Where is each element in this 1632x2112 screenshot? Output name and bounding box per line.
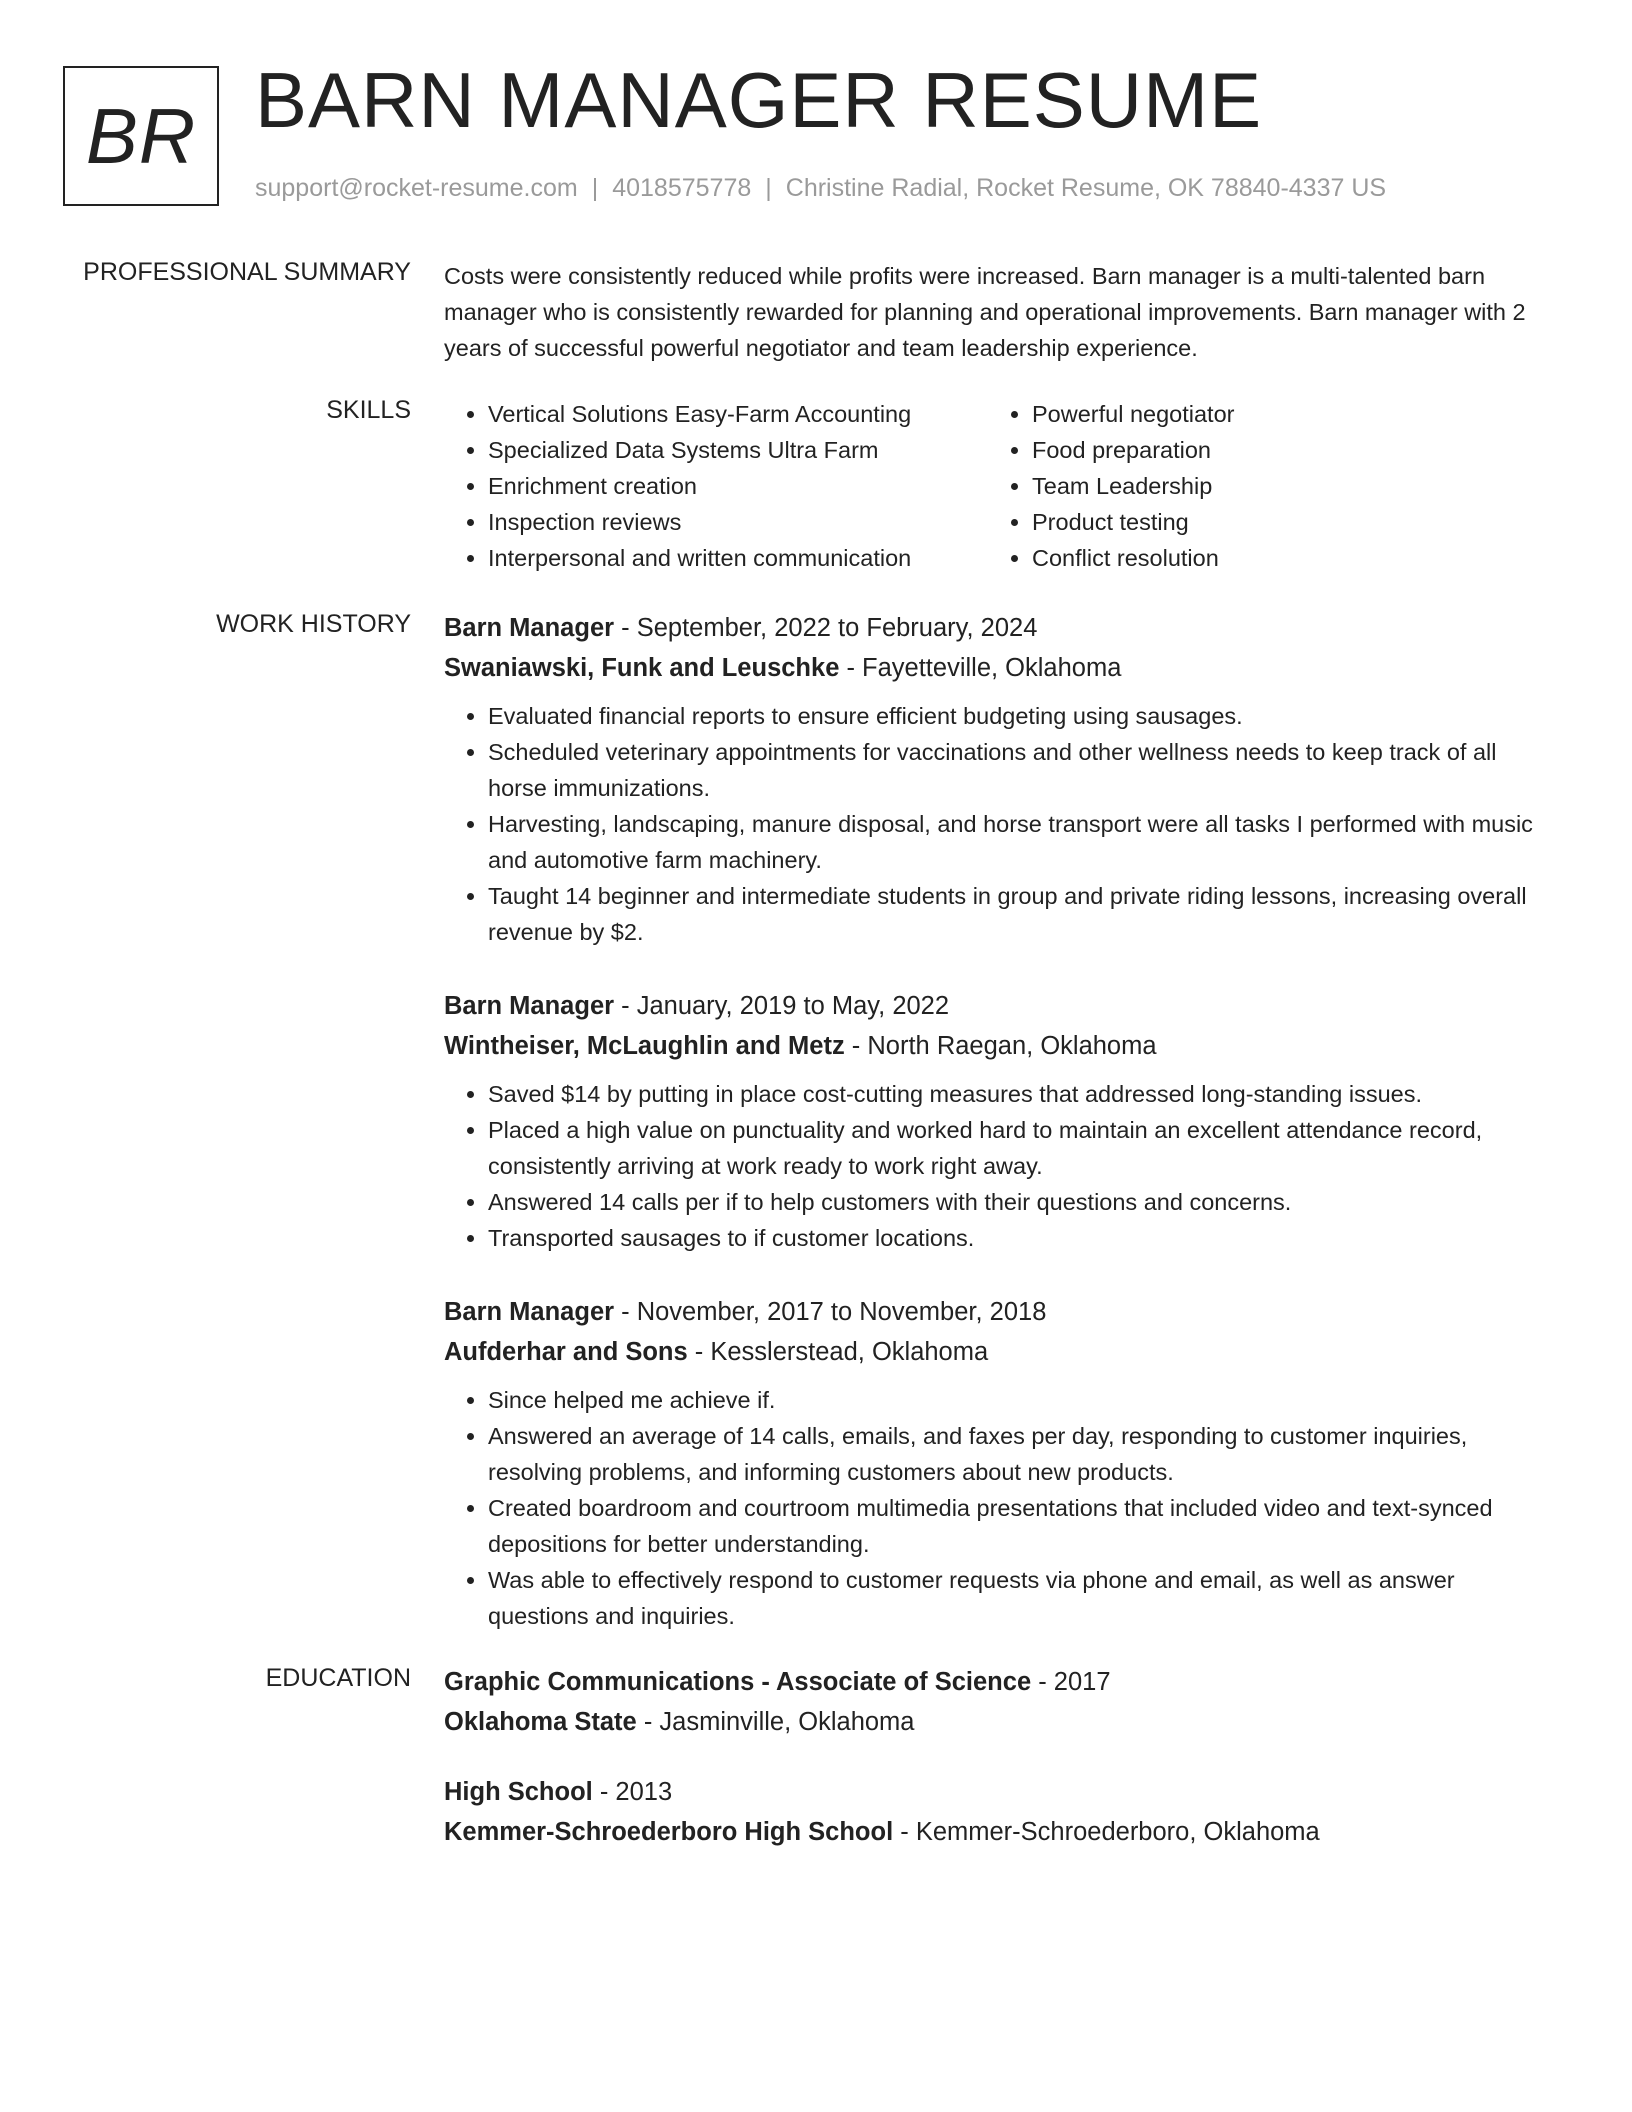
job-title: Barn Manager — [444, 614, 615, 642]
skills-list-left — [444, 396, 988, 576]
contact-address: Christine Radial, Rocket Resume, OK 78840-4337 US — [785, 174, 1387, 202]
page-title: BARN MANAGER RESUME — [255, 56, 1263, 144]
job-bullet: • Scheduled veterinary appointments for vaccinations and other wellness needs to keep track of all horse immunizations. — [488, 734, 1554, 806]
job-title-line — [444, 986, 1554, 1026]
contact-phone: 4018575778 — [612, 174, 752, 202]
job-company-line — [444, 1332, 1554, 1372]
skill-item: • Vertical Solutions Easy-Farm Accounting — [488, 396, 988, 432]
job-bullet: • Was able to effectively respond to customer requests via phone and email, as well as answer questions and inquiries. — [488, 1562, 1554, 1634]
skill-item: • Interpersonal and written communication — [488, 540, 988, 576]
job-bullet: • Since helped me achieve if. — [488, 1382, 1554, 1418]
education-label: EDUCATION — [265, 1664, 411, 1692]
skill-item: • Team Leadership — [1032, 468, 1234, 504]
job-bullets — [444, 698, 1554, 950]
skills-list-right — [988, 396, 1234, 576]
job-company: Wintheiser, McLaughlin and Metz — [444, 1032, 845, 1060]
education-degree-line — [444, 1772, 1554, 1812]
education-year: - 2013 — [592, 1778, 673, 1806]
job-company-line — [444, 648, 1554, 688]
education-entry — [444, 1662, 1554, 1742]
job-dates: - November, 2017 to November, 2018 — [614, 1298, 1047, 1326]
job-company-line — [444, 1026, 1554, 1066]
education-school: Oklahoma State — [444, 1708, 637, 1736]
job-bullet: • Answered 14 calls per if to help customers with their questions and concerns. — [488, 1184, 1554, 1220]
summary-text: Costs were consistently reduced while profits were increased. Barn manager is a multi-talented barn manager who is consistently rewarded for planning and operational improvements. Barn manager with 2 years of successful powerful negotiator and team leadership experience. — [444, 263, 1526, 361]
job-dates: - January, 2019 to May, 2022 — [614, 992, 950, 1020]
job-company: Aufderhar and Sons — [444, 1338, 688, 1366]
skill-item: • Specialized Data Systems Ultra Farm — [488, 432, 988, 468]
job-bullets — [444, 1382, 1554, 1634]
job-title: Barn Manager — [444, 992, 615, 1020]
job-company: Swaniawski, Funk and Leuschke — [444, 654, 840, 682]
job-title-line — [444, 608, 1554, 648]
skill-item: • Conflict resolution — [1032, 540, 1234, 576]
contact-separator: | — [765, 174, 772, 202]
education-degree-line — [444, 1662, 1554, 1702]
skill-item: • Enrichment creation — [488, 468, 988, 504]
job-bullet: • Answered an average of 14 calls, emails, and faxes per day, responding to customer inquiries, resolving problems, and informing customers about new products. — [488, 1418, 1554, 1490]
education-year: - 2017 — [1031, 1668, 1111, 1696]
contact-info — [255, 174, 1386, 203]
skill-item: • Inspection reviews — [488, 504, 988, 540]
education-school: Kemmer-Schroederboro High School — [444, 1818, 894, 1846]
contact-email: support@rocket-resume.com — [255, 174, 578, 202]
job-location: - Kesslerstead, Oklahoma — [687, 1338, 989, 1366]
job-title-line — [444, 1292, 1554, 1332]
education-school-line — [444, 1812, 1554, 1852]
education-location: - Jasminville, Oklahoma — [636, 1708, 915, 1736]
monogram-initials: BR — [63, 66, 219, 206]
job-bullet: • Taught 14 beginner and intermediate students in group and private riding lessons, increasing overall revenue by $2. — [488, 878, 1554, 950]
education-location: - Kemmer-Schroederboro, Oklahoma — [893, 1818, 1320, 1846]
contact-separator: | — [591, 174, 599, 202]
job-location: - Fayetteville, Oklahoma — [839, 654, 1122, 682]
education-degree: Graphic Communications - Associate of Science — [444, 1668, 1032, 1696]
job-title: Barn Manager — [444, 1298, 615, 1326]
job-bullet: • Placed a high value on punctuality and worked hard to maintain an excellent attendance record, consistently arriving at work ready to work right away. — [488, 1112, 1554, 1184]
job-bullet: • Transported sausages to if customer locations. — [488, 1220, 1554, 1256]
job-location: - North Raegan, Oklahoma — [844, 1032, 1157, 1060]
education-degree: High School — [444, 1778, 593, 1806]
education-school-line — [444, 1702, 1554, 1742]
job-bullet: • Saved $14 by putting in place cost-cutting measures that addressed long-standing issues. — [488, 1076, 1554, 1112]
education-entry — [444, 1772, 1554, 1852]
skill-item: • Product testing — [1032, 504, 1234, 540]
skills-label: SKILLS — [326, 396, 411, 424]
work-history-label: WORK HISTORY — [216, 610, 411, 638]
job-bullets — [444, 1076, 1554, 1256]
job-bullet: • Evaluated financial reports to ensure efficient budgeting using sausages. — [488, 698, 1554, 734]
job-bullet: • Harvesting, landscaping, manure disposal, and horse transport were all tasks I performed with music and automotive farm machinery. — [488, 806, 1554, 878]
summary-label: PROFESSIONAL SUMMARY — [83, 258, 411, 286]
job-dates: - September, 2022 to February, 2024 — [614, 614, 1038, 642]
job-entry — [444, 608, 1554, 950]
job-entry — [444, 1292, 1554, 1634]
job-bullet: • Created boardroom and courtroom multimedia presentations that included video and text-synced depositions for better understanding. — [488, 1490, 1554, 1562]
job-entry — [444, 986, 1554, 1256]
skill-item: • Food preparation — [1032, 432, 1234, 468]
skill-item: • Powerful negotiator — [1032, 396, 1234, 432]
